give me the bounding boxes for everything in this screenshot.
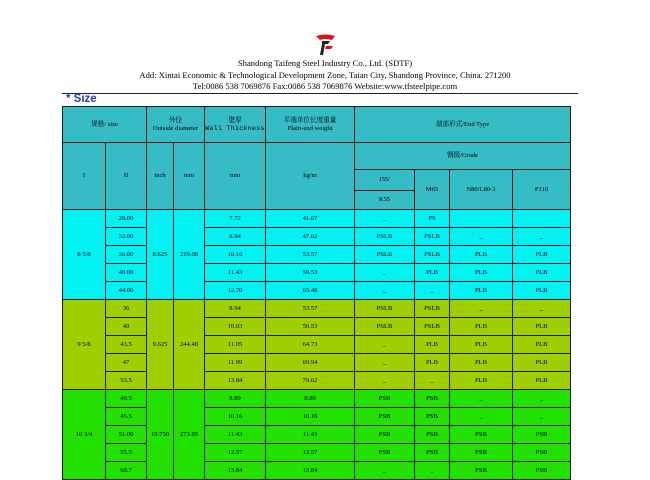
size-II-cell: 36.00: [106, 246, 147, 264]
table-row: [63, 390, 571, 408]
table-row: [63, 462, 571, 480]
size-II-cell: 47: [106, 354, 147, 372]
od-inch-cell: 10.750: [147, 390, 174, 480]
company-address: Add: Xintai Economic & Technological Development Zone, Taian City, Shandong Province, China. 271200: [139, 70, 511, 80]
size-II-cell: 36: [106, 300, 147, 318]
weight-cell: 12.57: [266, 444, 355, 462]
grade-m65-cell: PSLB: [415, 318, 450, 336]
wall-cell: 8.89: [205, 390, 266, 408]
header-row-1: [63, 107, 571, 143]
table-row: [63, 318, 571, 336]
weight-cell: 13.84: [266, 462, 355, 480]
size-II-cell: 32.00: [106, 228, 147, 246]
size-II-cell: 43.5: [106, 336, 147, 354]
wall-cell: 12.57: [205, 444, 266, 462]
col-wall-mm-header: mm: [205, 143, 266, 210]
grade-j55-cell: PSLB: [355, 228, 415, 246]
wall-cell: 10.03: [205, 318, 266, 336]
wall-thickness-header: [205, 107, 266, 143]
outside-diameter-en: Outside diameter: [152, 124, 199, 132]
grade-n80-cell: PSB: [450, 444, 513, 462]
weight-cell: 59.53: [266, 264, 355, 282]
grade-n80-cell: _: [450, 300, 513, 318]
size-II-cell: 40.5: [106, 390, 147, 408]
grade-m65-cell: PSB: [415, 390, 450, 408]
size-II-cell: 55.5: [106, 444, 147, 462]
grade-j55-cell: PSB: [355, 426, 415, 444]
size-II-cell: 40: [106, 318, 147, 336]
grade-n80-cell: PLB: [450, 282, 513, 300]
grade-j55-cell: _: [355, 282, 415, 300]
end-type-header: 端部形式/End Type: [355, 107, 571, 143]
grade-m65-cell: _: [415, 372, 450, 390]
weight-cell: 59.53: [266, 318, 355, 336]
od-mm-cell: 244.48: [174, 300, 205, 390]
table-row: [63, 372, 571, 390]
weight-en: Plain-end weight: [287, 124, 333, 132]
grade-j55-cell: PSB: [355, 408, 415, 426]
wall-cell: 11.99: [205, 354, 266, 372]
wall-thickness-cn: 壁厚: [228, 117, 242, 124]
table-row: [63, 354, 571, 372]
grade-j55-cell: _: [355, 336, 415, 354]
grade-m65-cell: PLB: [415, 354, 450, 372]
grade-j55-cell: PSB: [355, 390, 415, 408]
grade-j55-header: J55/: [355, 170, 415, 191]
table-row: [63, 228, 571, 246]
grade-j55-cell: PSLB: [355, 246, 415, 264]
grade-j55-cell: PSLB: [355, 300, 415, 318]
col-mm-header: mm: [174, 143, 205, 210]
weight-cell: 8.89: [266, 390, 355, 408]
size-II-cell: 44.00: [106, 282, 147, 300]
grade-j55-cell: _: [355, 372, 415, 390]
grade-m65-header: M65: [415, 170, 450, 210]
grade-m65-cell: PSLB: [415, 246, 450, 264]
grade-p110-cell: PLB: [513, 318, 571, 336]
size-I-cell: 8 5/8: [63, 210, 106, 300]
grade-j55-cell: _: [355, 264, 415, 282]
grade-p110-cell: _: [513, 300, 571, 318]
size-II-cell: 53.5: [106, 372, 147, 390]
outside-diameter-cn: 外径: [168, 117, 183, 124]
weight-cell: 79.62: [266, 372, 355, 390]
grade-p110-cell: PLB: [513, 246, 571, 264]
grade-n80-cell: _: [450, 408, 513, 426]
grade-j55-cell: _: [355, 462, 415, 480]
grade-p110-cell: _: [513, 390, 571, 408]
grade-p110-cell: [513, 210, 571, 228]
grade-n80-header: N80/L80-1: [450, 170, 513, 210]
grade-m65-cell: PS: [415, 210, 450, 228]
grade-m65-cell: PLB: [415, 336, 450, 354]
size-II-cell: 40.00: [106, 264, 147, 282]
weight-cn: 平端单位长度重量: [283, 117, 337, 124]
wall-cell: 11.43: [205, 426, 266, 444]
weight-cell: 47.62: [266, 228, 355, 246]
grade-m65-cell: PSB: [415, 426, 450, 444]
grade-n80-cell: PSB: [450, 426, 513, 444]
grade-m65-cell: PSB: [415, 408, 450, 426]
outside-diameter-header: [147, 107, 205, 143]
grade-j55-cell: _: [355, 354, 415, 372]
grade-p110-cell: PSB: [513, 426, 571, 444]
logo-red-swoosh: [316, 35, 335, 41]
grade-p110-cell: PLB: [513, 372, 571, 390]
grade-k55-header: K55: [355, 191, 415, 210]
grade-p110-cell: _: [513, 228, 571, 246]
grade-p110-cell: PSB: [513, 444, 571, 462]
wall-cell: 10.16: [205, 246, 266, 264]
grade-m65-cell: PLB: [415, 264, 450, 282]
weight-cell: 53.57: [266, 300, 355, 318]
wall-cell: 10.16: [205, 408, 266, 426]
grade-m65-cell: PSLB: [415, 228, 450, 246]
col-inch-header: inch: [147, 143, 174, 210]
weight-cell: 53.57: [266, 246, 355, 264]
grade-p110-cell: PLB: [513, 282, 571, 300]
grade-n80-cell: [450, 210, 513, 228]
grade-p110-cell: PLB: [513, 336, 571, 354]
od-mm-cell: 219.08: [174, 210, 205, 300]
grade-n80-cell: PLB: [450, 264, 513, 282]
wall-cell: 13.84: [205, 462, 266, 480]
wall-thickness-en: Wall Thickness: [205, 124, 265, 132]
size-I-cell: 10 3/4: [63, 390, 106, 480]
table-row: [63, 426, 571, 444]
size-I-cell: 9 5/8: [63, 300, 106, 390]
grade-n80-cell: PLB: [450, 372, 513, 390]
grade-n80-cell: PLB: [450, 318, 513, 336]
grade-n80-cell: PLB: [450, 246, 513, 264]
weight-cell: 11.43: [266, 426, 355, 444]
grade-m65-cell: _: [415, 282, 450, 300]
grade-j55-cell: _: [355, 210, 415, 228]
size-II-cell: 45.5: [106, 408, 147, 426]
section-title: * Size: [66, 93, 97, 105]
logo-red-bar: [325, 46, 333, 49]
od-inch-cell: 8.625: [147, 210, 174, 300]
grade-p110-cell: PLB: [513, 264, 571, 282]
col-weight-unit-header: kg/m: [266, 143, 355, 210]
wall-cell: 8.94: [205, 228, 266, 246]
company-name: Shandong Taifeng Steel Industry Co., Ltd. (SDTF): [237, 58, 413, 68]
header-divider: [62, 93, 578, 94]
table-row: [63, 246, 571, 264]
table-row: [63, 264, 571, 282]
company-contact: Tel:0086 538 7069876 Fax:0086 538 7069876 Website:www.tfsteelpipe.com: [192, 81, 458, 91]
weight-cell: 65.48: [266, 282, 355, 300]
size-table: [62, 106, 571, 480]
weight-cell: 10.16: [266, 408, 355, 426]
od-mm-cell: 273.05: [174, 390, 205, 480]
grade-p110-cell: PSB: [513, 462, 571, 480]
grade-n80-cell: PLB: [450, 336, 513, 354]
grade-n80-cell: PSB: [450, 462, 513, 480]
grade-j55-cell: PSLB: [355, 318, 415, 336]
wall-cell: 11.05: [205, 336, 266, 354]
grade-n80-cell: _: [450, 228, 513, 246]
wall-cell: 12.70: [205, 282, 266, 300]
grade-m65-cell: _: [415, 462, 450, 480]
table-row: [63, 282, 571, 300]
od-inch-cell: 9.625: [147, 300, 174, 390]
size-II-cell: 51.00: [106, 426, 147, 444]
table-row: [63, 408, 571, 426]
col-II-header: II: [106, 143, 147, 210]
grade-j55-cell: PSB: [355, 444, 415, 462]
wall-cell: 11.43: [205, 264, 266, 282]
size-II-cell: 28.00: [106, 210, 147, 228]
grade-p110-cell: _: [513, 408, 571, 426]
wall-cell: 8.94: [205, 300, 266, 318]
grade-p110-cell: PLB: [513, 354, 571, 372]
weight-cell: 41.67: [266, 210, 355, 228]
col-I-header: I: [63, 143, 106, 210]
grade-n80-cell: _: [450, 390, 513, 408]
size-II-cell: 60.7: [106, 462, 147, 480]
table-row: [63, 444, 571, 462]
size-header: 规格/ size: [63, 107, 147, 143]
table-row: [63, 300, 571, 318]
table-row: [63, 336, 571, 354]
grade-n80-cell: PLB: [450, 354, 513, 372]
grade-header: 钢级/Grade: [355, 143, 571, 170]
grade-m65-cell: PSLB: [415, 300, 450, 318]
company-logo: [312, 32, 338, 58]
grade-m65-cell: PSB: [415, 444, 450, 462]
weight-header: [266, 107, 355, 143]
weight-cell: 69.94: [266, 354, 355, 372]
grade-p110-header: P110: [513, 170, 571, 210]
table-row: [63, 210, 571, 228]
header-row-2: [63, 143, 571, 170]
weight-cell: 64.73: [266, 336, 355, 354]
wall-cell: 13.84: [205, 372, 266, 390]
wall-cell: 7.72: [205, 210, 266, 228]
